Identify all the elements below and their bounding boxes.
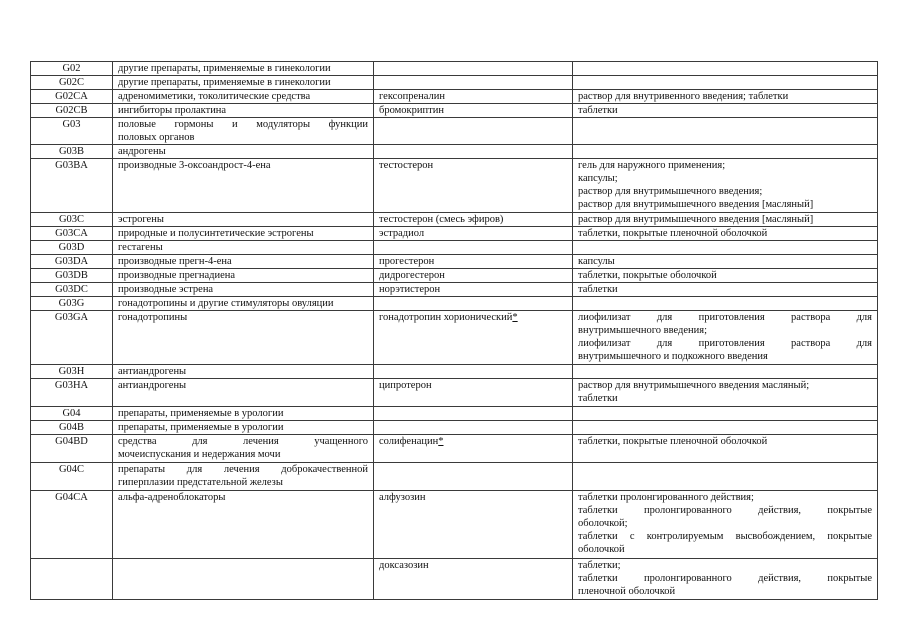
- drug-name: [374, 62, 573, 76]
- dosage-forms: таблетки, покрытые пленочной оболочкой: [573, 227, 878, 241]
- drug-name: [374, 407, 573, 421]
- atc-code: G03H: [31, 365, 113, 379]
- atc-code: G03G: [31, 297, 113, 311]
- dosage-form-line: лиофилизат для приготовления раствора для: [578, 312, 872, 323]
- atc-code: G03B: [31, 145, 113, 159]
- drug-name: гексопреналин: [374, 90, 573, 104]
- dosage-form-line: внутримышечного и подкожного введения: [578, 351, 768, 362]
- dosage-form-line: гель для наружного применения;: [578, 160, 726, 171]
- atc-code: G03: [31, 118, 113, 145]
- group-name: другие препараты, применяемые в гинекологии: [113, 76, 374, 90]
- atc-code: G02C: [31, 76, 113, 90]
- table-row: [31, 159, 878, 213]
- drug-name: прогестерон: [374, 255, 573, 269]
- atc-code: G02CB: [31, 104, 113, 118]
- dosage-forms: таблетки: [573, 283, 878, 297]
- drug-name: тестостерон (смесь эфиров): [374, 213, 573, 227]
- group-name: производные 3-оксоандрост-4-ена: [113, 159, 374, 213]
- atc-code: G04: [31, 407, 113, 421]
- dosage-forms: [573, 62, 878, 76]
- group-name-line: мочеиспускания и недержания мочи: [118, 449, 281, 460]
- atc-code: G02CA: [31, 90, 113, 104]
- dosage-form-line: внутримышечного введения;: [578, 325, 708, 336]
- dosage-forms: таблетки, покрытые оболочкой: [573, 269, 878, 283]
- dosage-forms: таблетки: [573, 104, 878, 118]
- footnote-mark: *: [438, 436, 444, 447]
- dosage-forms: [573, 145, 878, 159]
- group-name: [113, 118, 374, 145]
- drug-name: [374, 463, 573, 491]
- group-name-line: средства для лечения учащенного: [118, 436, 368, 447]
- table-row: [31, 90, 878, 104]
- dosage-forms: таблетки, покрытые пленочной оболочкой: [573, 435, 878, 463]
- dosage-forms: [573, 491, 878, 559]
- dosage-form-line: таблетки;: [578, 560, 621, 571]
- group-name: эстрогены: [113, 213, 374, 227]
- drug-classification-table: [30, 61, 878, 600]
- table-row: [31, 241, 878, 255]
- drug-name: дидрогестерон: [374, 269, 573, 283]
- table-row: [31, 118, 878, 145]
- group-name: производные прегн-4-ена: [113, 255, 374, 269]
- table-row: [31, 559, 878, 600]
- atc-code: G04B: [31, 421, 113, 435]
- table-row: [31, 421, 878, 435]
- drug-name: ципротерон: [374, 379, 573, 407]
- drug-name: [374, 365, 573, 379]
- dosage-form-line: таблетки: [578, 393, 618, 404]
- table-row: [31, 435, 878, 463]
- drug-name: тестостерон: [374, 159, 573, 213]
- group-name: гонадотропины: [113, 311, 374, 365]
- group-name: [113, 463, 374, 491]
- group-name: препараты, применяемые в урологии: [113, 421, 374, 435]
- group-name: препараты, применяемые в урологии: [113, 407, 374, 421]
- group-name: гестагены: [113, 241, 374, 255]
- group-name: другие препараты, применяемые в гинекологии: [113, 62, 374, 76]
- dosage-form-line: лиофилизат для приготовления раствора для: [578, 338, 872, 349]
- atc-code: G04BD: [31, 435, 113, 463]
- atc-code: [31, 559, 113, 600]
- table-row: [31, 297, 878, 311]
- dosage-forms: [573, 379, 878, 407]
- dosage-forms: капсулы: [573, 255, 878, 269]
- table-row: [31, 407, 878, 421]
- group-name: антиандрогены: [113, 365, 374, 379]
- drug-name: алфузозин: [374, 491, 573, 559]
- group-name: ингибиторы пролактина: [113, 104, 374, 118]
- dosage-forms: [573, 297, 878, 311]
- dosage-forms: [573, 421, 878, 435]
- drug-name: [374, 435, 573, 463]
- dosage-forms: [573, 559, 878, 600]
- dosage-forms: [573, 241, 878, 255]
- dosage-forms: раствор для внутривенного введения; таблетки: [573, 90, 878, 104]
- atc-code: G04CA: [31, 491, 113, 559]
- dosage-form-line: таблетки пролонгированного действия;: [578, 492, 754, 503]
- group-name: адреномиметики, токолитические средства: [113, 90, 374, 104]
- table-row: [31, 463, 878, 491]
- group-name: альфа-адреноблокаторы: [113, 491, 374, 559]
- table-row: [31, 213, 878, 227]
- table-row: [31, 255, 878, 269]
- atc-code: G03D: [31, 241, 113, 255]
- dosage-form-line: раствор для внутримышечного введения;: [578, 186, 763, 197]
- atc-code: G03DA: [31, 255, 113, 269]
- drug-name: эстрадиол: [374, 227, 573, 241]
- table-row: [31, 269, 878, 283]
- table-row: [31, 227, 878, 241]
- group-name: гонадотропины и другие стимуляторы овуляции: [113, 297, 374, 311]
- drug-name: [374, 241, 573, 255]
- drug-name-text: гонадотропин хорионический: [379, 312, 513, 323]
- table-row: [31, 379, 878, 407]
- atc-code: G02: [31, 62, 113, 76]
- table-row: [31, 145, 878, 159]
- dosage-forms: [573, 76, 878, 90]
- dosage-form-line: таблетки пролонгированного действия, покрытые: [578, 573, 872, 584]
- drug-name: бромокриптин: [374, 104, 573, 118]
- group-name-line: половых органов: [118, 132, 195, 143]
- atc-code: G03HA: [31, 379, 113, 407]
- group-name: природные и полусинтетические эстрогены: [113, 227, 374, 241]
- dosage-form-line: пленочной оболочкой: [578, 586, 676, 597]
- dosage-forms: [573, 311, 878, 365]
- drug-name: [374, 76, 573, 90]
- drug-name: доксазозин: [374, 559, 573, 600]
- atc-code: G03DC: [31, 283, 113, 297]
- table-row: [31, 76, 878, 90]
- drug-name: [374, 118, 573, 145]
- drug-name: норэтистерон: [374, 283, 573, 297]
- table-row: [31, 365, 878, 379]
- drug-name: [374, 311, 573, 365]
- drug-name-text: солифенацин: [379, 436, 439, 447]
- group-name-line: половые гормоны и модуляторы функции: [118, 119, 368, 130]
- group-name-line: гиперплазии предстательной железы: [118, 477, 283, 488]
- dosage-form-line: раствор для внутримышечного введения [масляный]: [578, 199, 814, 210]
- group-name: андрогены: [113, 145, 374, 159]
- dosage-forms: [573, 463, 878, 491]
- dosage-form-line: капсулы;: [578, 173, 618, 184]
- drug-name: [374, 145, 573, 159]
- table-row: [31, 104, 878, 118]
- table-row: [31, 311, 878, 365]
- table-row: [31, 491, 878, 559]
- group-name: производные эстрена: [113, 283, 374, 297]
- atc-code: G03CA: [31, 227, 113, 241]
- dosage-forms: [573, 159, 878, 213]
- dosage-form-line: оболочкой: [578, 544, 625, 555]
- group-name: [113, 435, 374, 463]
- dosage-forms: [573, 118, 878, 145]
- atc-code: G03C: [31, 213, 113, 227]
- atc-code: G03BA: [31, 159, 113, 213]
- table-body: [31, 62, 878, 600]
- group-name-line: препараты для лечения доброкачественной: [118, 464, 368, 475]
- group-name: производные прегнадиена: [113, 269, 374, 283]
- table-row: [31, 283, 878, 297]
- dosage-forms: [573, 407, 878, 421]
- atc-code: G04C: [31, 463, 113, 491]
- drug-name: [374, 421, 573, 435]
- dosage-form-line: таблетки с контролируемым высвобождением, покрытые: [578, 531, 872, 542]
- atc-code: G03DB: [31, 269, 113, 283]
- group-name: антиандрогены: [113, 379, 374, 407]
- dosage-forms: раствор для внутримышечного введения [масляный]: [573, 213, 878, 227]
- table-row: [31, 62, 878, 76]
- drug-name: [374, 297, 573, 311]
- dosage-form-line: таблетки пролонгированного действия, покрытые: [578, 505, 872, 516]
- atc-code: G03GA: [31, 311, 113, 365]
- dosage-form-line: раствор для внутримышечного введения масляный;: [578, 380, 810, 391]
- dosage-form-line: оболочкой;: [578, 518, 628, 529]
- dosage-forms: [573, 365, 878, 379]
- footnote-mark: *: [512, 312, 518, 323]
- group-name: [113, 559, 374, 600]
